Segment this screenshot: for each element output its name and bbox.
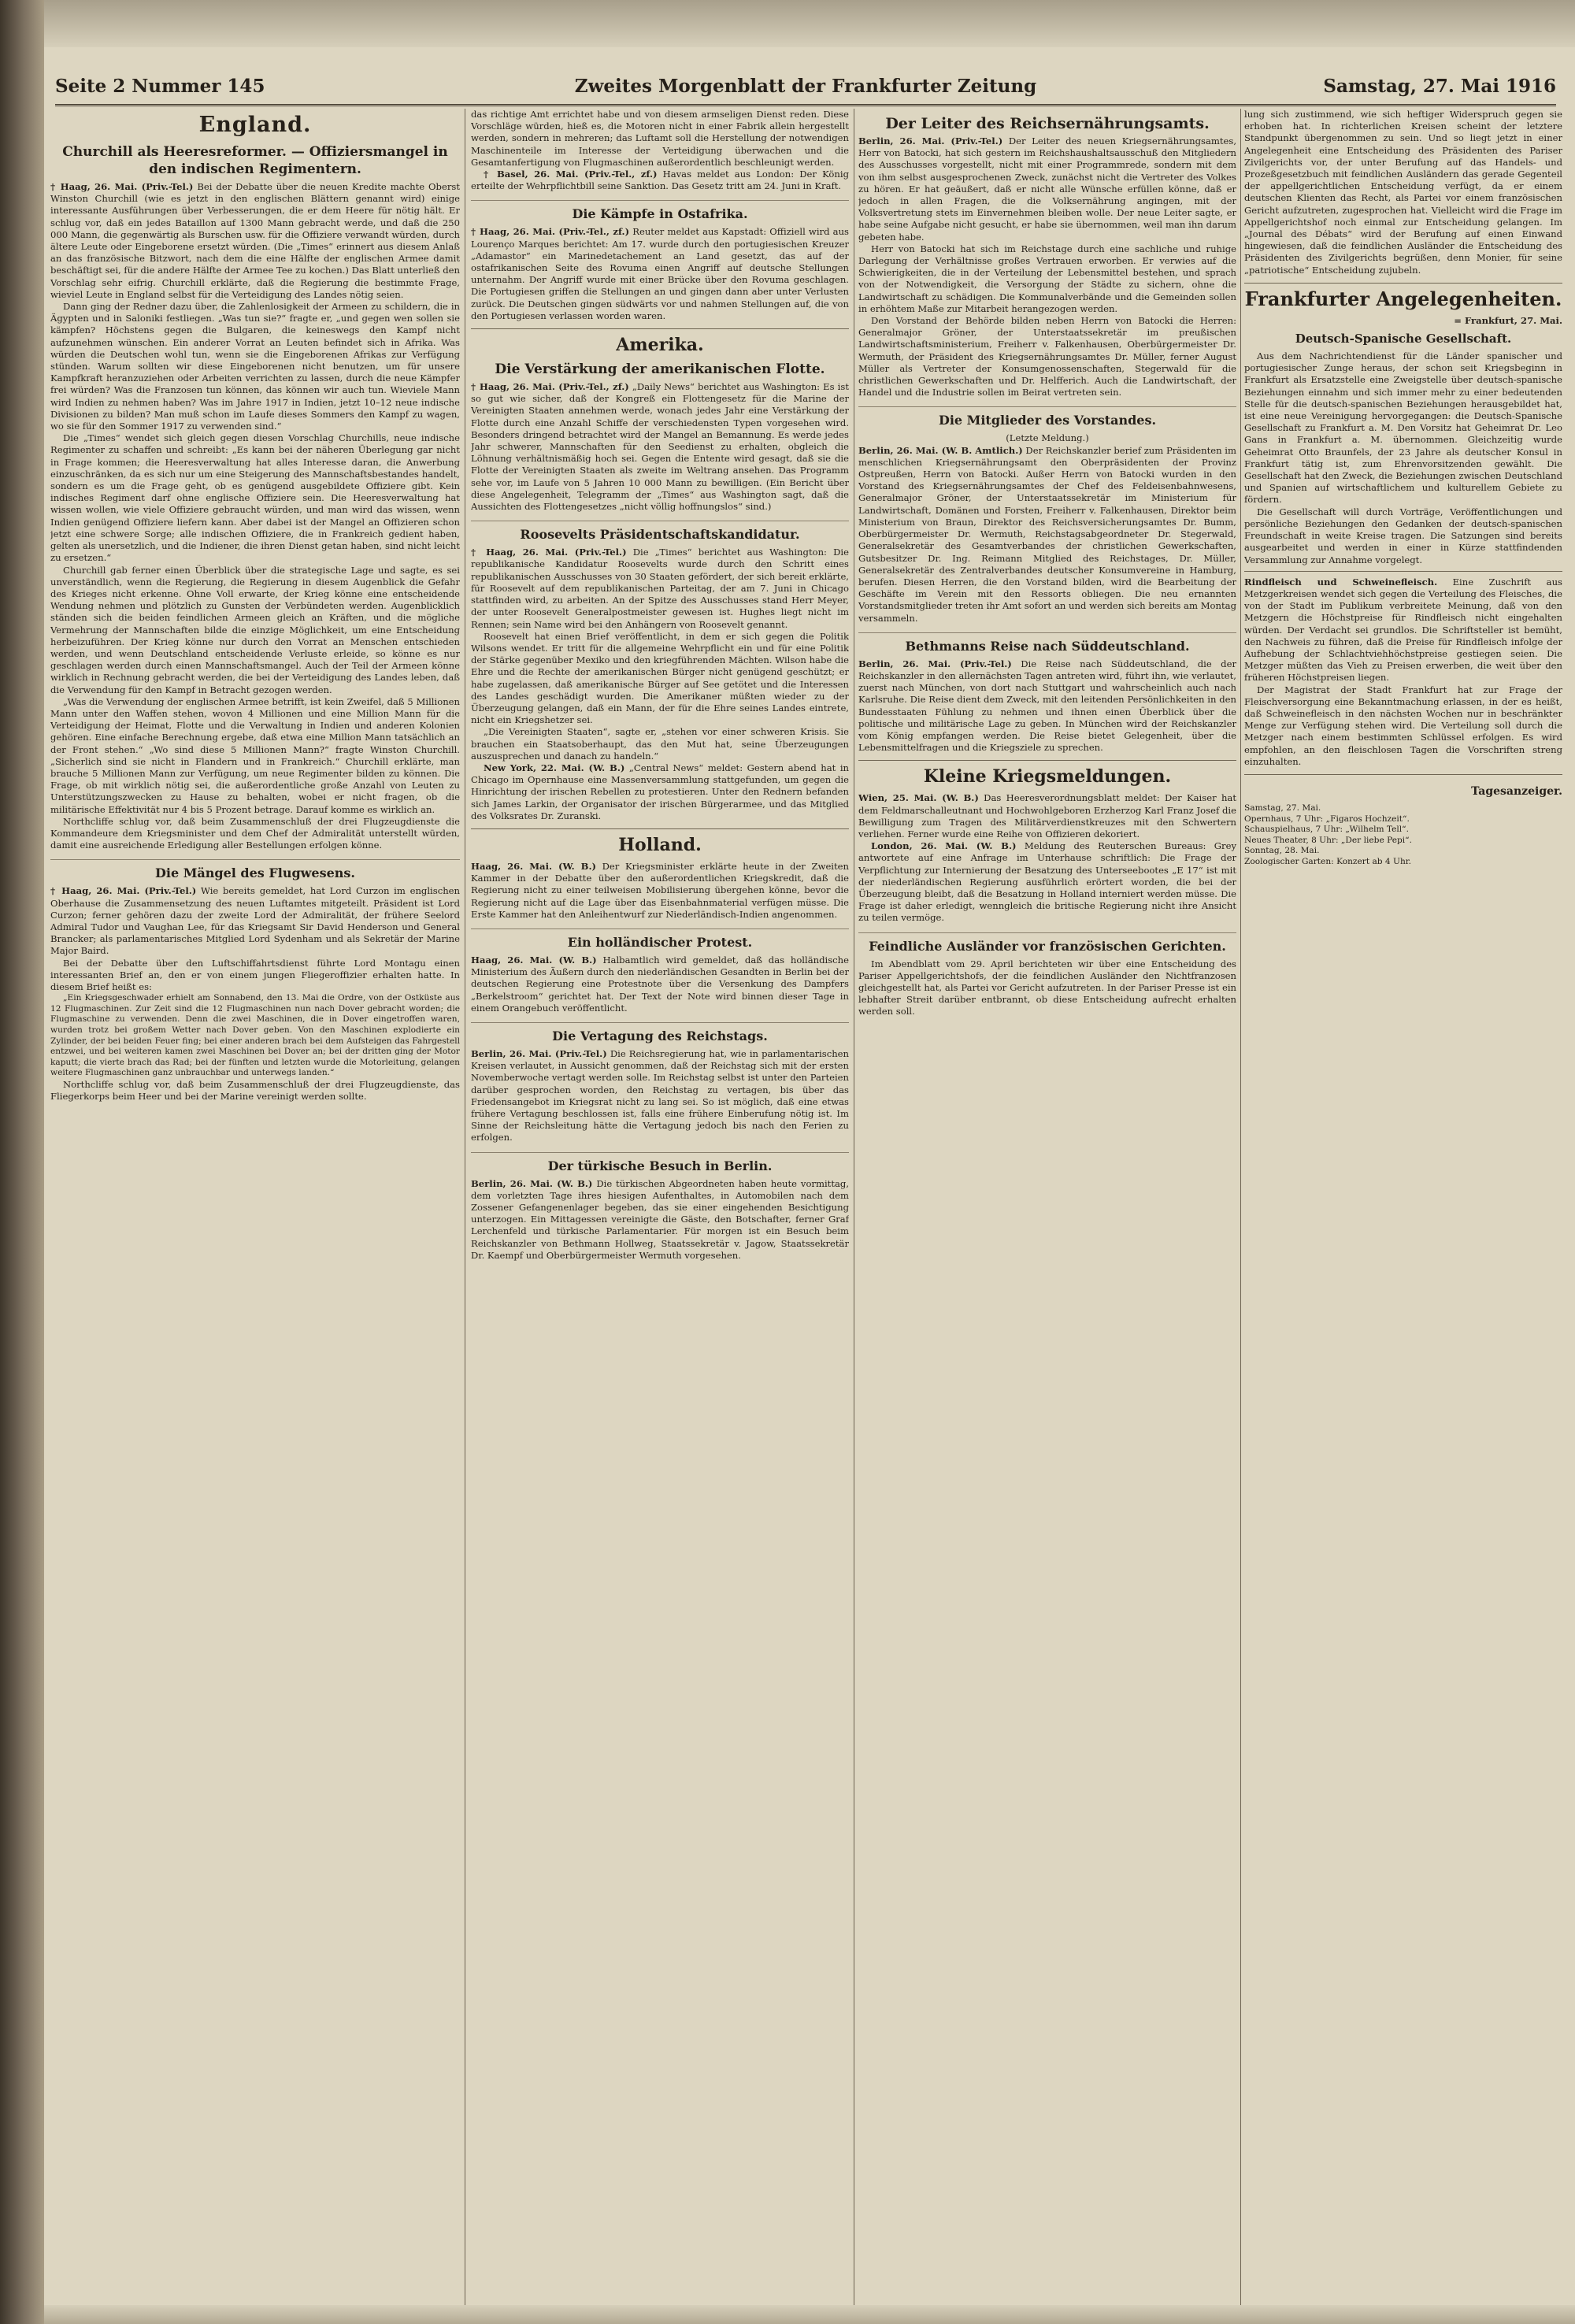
article-headline: Ein holländischer Protest. bbox=[471, 928, 849, 951]
article-headline: Feindliche Ausländer vor französischen Gerichten. bbox=[858, 932, 1236, 955]
dateline: † Haag, 26. Mai. (Priv.-Tel., zf.) bbox=[471, 381, 629, 393]
article-paragraph: „Was die Verwendung der englischen Armee betrifft, ist kein Zweifel, daß 5 Millionen Mann unter den Waffen stehen, wovon 4 Millionen und eine Million Mann für die Verteidigung der Heimat, Flotte und die Verwaltung in Indien und anderen Kolonien gehören. Eine einfache Berechnung ergebe, daß etwa eine Million Mann tatsächlich an der Front stehen.“ „Wo sind diese 5 Millionen Mann?“ fragte Winston Churchill. „Sicherlich sind sie nicht in Flandern und in Frankreich.“ Churchill erklärte, man brauche 5 Millionen Mann zur Verfügung, um neue Regimenter bilden zu können. Die Frage, ob mit wirklich nötig sei, die außerordentliche große Anzahl von Leuten zu Unterstützungszwecken zu Hause zu behalten, wobei er nicht fragen, ob die militärische Effektivität nur 4 bis 5 Prozent betrage. Darauf komme es wirklich an. bbox=[50, 695, 460, 815]
column-2 bbox=[471, 109, 849, 2306]
dateline: Berlin, 26. Mai. (Priv.-Tel.) bbox=[471, 1047, 607, 1059]
article-divider bbox=[1244, 571, 1562, 572]
article-paragraph: Die „Times“ berichtet aus Washington: Die republikanische Kandidatur Roosevelts wurde durch den Schritt eines republikanischen Ausschusses von 30 Staaten gefördert, der sich bereit erklärte, für Roosevelt auf dem republikanischen Parteitag, der am 7. Juni in Chicago stattfinden wird, zu arbeiten. An der Spitze des Ausschusses stand Herr Meyer, der unter Roosevelt Generalpostmeister gewesen ist. Hughes liegt nicht im Rennen; sein Name wird bei den Anhängern von Roosevelt genannt. bbox=[471, 547, 849, 630]
issue-date: Samstag, 27. Mai 1916 bbox=[1323, 76, 1556, 97]
article-paragraph: „Die Vereinigten Staaten“, sagte er, „stehen vor einer schweren Krisis. Sie brauchen ein Staatsoberhaupt, das den Mut hat, seine Überzeugungen auszusprechen und danach zu handeln.“ bbox=[471, 726, 849, 762]
dateline: Wien, 25. Mai. (W. B.) bbox=[858, 792, 979, 804]
column-4 bbox=[1244, 109, 1562, 2306]
article-paragraph: Die Gesellschaft will durch Vorträge, Veröffentlichungen und persönliche Beziehungen den Gedanken der deutsch-spanischen Freundschaft in weite Kreise tragen. Die Satzungen sind bereits ausgearbeitet und werden in einer in Kürze stattfindenden Versammlung zur Annahme vorgelegt. bbox=[1244, 506, 1562, 565]
article-paragraph: Havas meldet aus London: Der König erteilte der Wehrpflichtbill seine Sanktion. Das Gesetz tritt am 24. Juni in Kraft. bbox=[471, 169, 849, 192]
listing-line: Neues Theater, 8 Uhr: „Der liebe Pepi“. bbox=[1244, 835, 1412, 845]
article-paragraph: „Ein Kriegsgeschwader erhielt am Sonnabend, den 13. Mai die Ordre, von der Ostküste aus 12 Flugmaschinen. Zur Zeit sind die 12 Flugmaschinen nun nach Dover gebracht worden; die Flugmaschine zu verwenden. Denn die zwei Maschinen, die in Dover eingetroffen waren, wurden trotz bei großem Wetter nach Dover geben. Von den Maschinen explodierte ein Zylinder, der bei beiden Feuer fing; bei einer anderen brach bei dem Aufsteigen das Fahrgestell entzwei, und bei weiteren kamen zwei Maschinen bei Dover an; bei der dritten ging der Motor kaputt; die vierte brach das Rad; bei der fünften und letzten wurde die Motorleitung, gelangen weitere Flugmaschinen ganz unbrauchbar und unterwegs landen.“ bbox=[50, 993, 460, 1078]
page-number-label: Seite 2 Nummer 145 bbox=[55, 76, 265, 97]
dateline: Haag, 26. Mai. (W. B.) bbox=[471, 860, 596, 872]
article-paragraph: Bei der Debatte über den Luftschiffahrtsdienst führte Lord Montagu einen interessanten Brief an, den er von einem jungen Fliegeroffizier erhalten hatte. In diesem Brief heißt es: bbox=[50, 957, 460, 992]
article-paragraph: Halbamtlich wird gemeldet, daß das holländische Ministerium des Äußern durch den niederländischen Gesandten in Berlin bei der deutschen Regierung eine Protestnote über die Versenkung des Dampfers „Berkelstroom“ gerichtet hat. Der Text der Note wird binnen dieser Tage in einem Orangebuch veröffentlicht. bbox=[471, 954, 849, 1014]
article-paragraph: lung sich zustimmend, wie sich heftiger Widerspruch gegen sie erhoben hat. In richterlichen Kreisen scheint der letztere Standpunkt übergenommen zu sein. Und so liegt jetzt in einer Angelegenheit eine Entscheidung des Präsidenten des Pariser Zivilgerichts vor, der unter Berufung auf das Handels- und Prozeßgesetzbuch mit feindlichen Ausländern das gerade Gegenteil der appellgerichtlichen Entscheidung verfügt, da er einem deutschen Klienten das Recht, als Partei vor einem französischen Gericht aufzutreten, zugesprochen hat. Vielleicht wird die Frage im Appellgerichtshof noch einmal zur Entscheidung gelangen. Im „Journal des Débats“ wird der Berufung auf einen Einwand hingewiesen, daß die feindlichen Ausländer die Entscheidung des Präsidenten des Zivilgerichts begrüßen, denn Monier, für seine „patriotische“ Entscheidung zujubeln. bbox=[1244, 109, 1562, 276]
article-paragraph: Reuter meldet aus Kapstadt: Offiziell wird aus Lourenço Marques berichtet: Am 17. wurde durch den portugiesischen Kreuzer „Adamastor“ ein Marinedetachement an Land gesetzt, das auf der ostafrikanischen Seite des Rovuma einen Angriff auf deutsche Stellungen unternahm. Der Angriff wurde mit einer Brücke über den Rovuma geschlagen. Die Portugiesen griffen die Stellungen an und gingen dann aber unter Verlusten zurück. Die Deutschen gingen südwärts vor und nahmen Stellungen auf, die von den Portugiesen verlassen worden waren. bbox=[471, 226, 849, 321]
local-dateline: = Frankfurt, 27. Mai. bbox=[1454, 314, 1562, 326]
article-headline: Die Verstärkung der amerikanischen Flotte. bbox=[495, 361, 825, 378]
dateline: Haag, 26. Mai. (W. B.) bbox=[471, 954, 597, 966]
article-paragraph: Im Abendblatt vom 29. April berichteten wir über eine Entscheidung des Pariser Appellgerichtshofs, der die feindlichen Ausländer den Nichtfranzosen gleichgestellt hat, als Partei vor Gericht aufzutreten. In der Pariser Presse ist ein lebhafter Streit darüber entbrannt, ob diese Entscheidung aufrecht erhalten werden soll. bbox=[858, 958, 1236, 1017]
article-paragraph: „Central News“ meldet: Gestern abend hat in Chicago im Opernhause eine Massenversammlung stattgefunden, um gegen die Hinrichtung der irischen Rebellen zu protestieren. Unter den Rednern befanden sich James Larkin, der Organisator der irischen Bürgerarmee, und das Mitglied des Volksrates Dr. Zuranski. bbox=[471, 762, 849, 821]
article-headline: Die Vertagung des Reichstags. bbox=[471, 1022, 849, 1045]
dateline: Berlin, 26. Mai. (Priv.-Tel.) bbox=[858, 135, 1003, 146]
article-paragraph: Der Leiter des neuen Kriegsernährungsamtes, Herr von Batocki, hat sich gestern im Reichshaushaltsausschuß den Mitgliedern des Ausschusses vorgestellt, nicht mit einer Programmrede, sondern mit dem von ihm selbst ausgesprochenen Zweck, zunächst nicht die Vertreter des Volkes zu hören. Er hat geäußert, daß er nicht alle Wünsche erfüllen könne, daß er jedoch in allen Fragen, die die Volksernährung angingen, mit der Volksvertretung stets im Einvernehmen bleiben wolle. Der neue Leiter sagte, er habe seine Aufgabe nicht gesucht, er habe sie übernommen, weil man ihn darum gebeten habe. bbox=[858, 135, 1236, 243]
dateline: † Haag, 26. Mai. (Priv.-Tel.) bbox=[50, 885, 197, 897]
article-headline: Die Kämpfe in Ostafrika. bbox=[471, 200, 849, 223]
article-note: (Letzte Meldung.) bbox=[1006, 432, 1089, 444]
column-divider bbox=[1240, 109, 1241, 2306]
column-3 bbox=[858, 109, 1236, 2306]
article-paragraph: Herr von Batocki hat sich im Reichstage durch eine sachliche und ruhige Darlegung der Verhältnisse großes Vertrauen erworben. Er verwies auf die Schwierigkeiten, die in der Verteilung der Lebensmittel bestehen, und sprach von der Notwendigkeit, die Versorgung der Städte zu sichern, ohne die Landwirtschaft zu schädigen. Die Kommunalverbände und die Gemeinden sollen in erhöhtem Maße zur Mitarbeit herangezogen werden. bbox=[858, 243, 1236, 314]
page-bottom-edge bbox=[44, 2305, 1575, 2324]
article-paragraph: Bei der Debatte über die neuen Kredite machte Oberst Winston Churchill (wie es jetzt in den englischen Blättern genannt wird) einige interessante Ausführungen über Verbesserungen, die er dem Heere für nötig hält. Er schlug vor, daß ein jedes Bataillon auf 1300 Mann gebracht werde, und daß die 250 000 Mann, die gegenwärtig als Burschen usw. für die Offiziere verwandt würden, durch ältere Leute oder Eingeborene ersetzt würden. (Die „Times“ erinnert aus diesem Anlaß an das französische Bitzwort, nach dem die eine Hälfte der englischen Armee damit beschäftigt sei, für die andere Hälfte der Armee Tee zu kochen.) Das Blatt unterließ den Vorschlag sehr eifrig. Churchill erklärte, daß die Regierung die bestimmte Frage, wieviel Leute in England selbst für die Verteidigung des Landes nötig seien. bbox=[50, 181, 460, 300]
column-1 bbox=[50, 109, 460, 2306]
article-paragraph: Roosevelt hat einen Brief veröffentlicht, in dem er sich gegen die Politik Wilsons wendet. Er tritt für die allgemeine Wehrpflicht ein und für eine Politik der Stärke gegenüber Mexiko und den kriegführenden Mächten. Wilson habe die Ehre und die Rechte der amerikanischen Bürger nicht genügend geschützt; er habe zugelassen, daß amerikanische Bürger auf See getötet und die Interessen des Landes geschädigt wurden. Die Amerikaner müßten wieder zu der Überzeugung gelangen, daß ein Mann, der für die Ehre seines Landes eintrete, nicht ein Kriegshetzer sei. bbox=[471, 630, 849, 726]
article-headline: Bethmanns Reise nach Süddeutschland. bbox=[858, 632, 1236, 655]
article-paragraph: Die „Times“ wendet sich gleich gegen diesen Vorschlag Churchills, neue indische Regimenter zu schaffen und schreibt: „Es kann bei der näheren Überlegung gar nicht in Frage kommen; die Heeresverwaltung hat alles Interesse daran, die Anwerbung einzuschränken, da es sich nur um eine Steigerung des Mannschaftsbestandes handelt, sondern es um die Frage geht, ob es genügend ausgebildete Offiziere gibt. Kein indisches Regiment darf ohne englische Offiziere sein. Die Heeresverwaltung hat wissen wollen, wie viele Offiziere gebraucht würden, und man wird das wissen, wenn Indien genügend Offiziere liefern kann. Aber dabei ist der Mangel an Offizieren schon jetzt eine schwere Sorge; alle indischen Offiziere, die in Frankreich gedient haben, gelten als unersetzlich, und die Indiener, die ihren Dienst getan haben, sind nicht leicht zu ersetzen.“ bbox=[50, 432, 460, 564]
article-paragraph: Dann ging der Redner dazu über, die Zahlenlosigkeit der Armeen zu schildern, die in Ägypten und in Saloniki festliegen. „Was tun sie?“ fragte er, „und gegen wen sollen sie kämpfen? Höchstens gegen die Bulgaren, die keineswegs den Kampf nicht aufzunehmen wünschen. Ein anderer Vorrat an Leuten befindet sich in Afrika. Was würden die Deutschen wohl tun, wenn sie die Eingeborenen Afrikas zur Verfügung stünden. Warum sollten wir diese Eingeborenen nicht benutzen, um für unsere Kampfkraft heranzuziehen oder Arbeiten verrichten zu lassen, durch die neue Kämpfer frei würden? Was die Franzosen tun können, das können wir auch tun. Wieviele Mann wird Indien zu nehmen haben? Was im Jahre 1917 in Indien, jetzt 10–12 neue indische Divisionen zu bilden? Man muß schon im Laufe dieses Sommers den Kampf zu wagen, wo sie für den Sommer 1917 zu verwenden sind.“ bbox=[50, 301, 460, 432]
dateline: Berlin, 26. Mai. (Priv.-Tel.) bbox=[858, 658, 1012, 669]
section-heading-kleine-kriegsmeldungen: Kleine Kriegsmeldungen. bbox=[858, 760, 1236, 788]
article-headline: Rindfleisch und Schweinefleisch. bbox=[1244, 576, 1438, 587]
article-headline: Der türkische Besuch in Berlin. bbox=[471, 1152, 849, 1175]
article-paragraph: Churchill gab ferner einen Überblick über die strategische Lage und sagte, es sei unverständlich, wenn die Regierung, die Regierung in diesem Augenblick die Gefahr des Krieges nicht erkenne. Ohne Voll erwarte, der Krieg könne eine entscheidende Wendung nehmen und plötzlich zu Gunsten der Verbündeten werden. Augenblicklich ständen sich die beiden feindlichen Armeen gleich an Kräften, und die mögliche Vermehrung der Mannschaften bilde die einzige Möglichkeit, um eine Entscheidung herbeizuführen. Der Krieg könne nur durch den Vorrat an Menschen entschieden werden, und wenn Deutschland entscheidende Verluste erleide, so könne es nur geschlagen werden durch einen Mannschaftsmangel. Auch der Teil der Armeen könne wirklich in Rechnung gebracht werden, die bei der Verteidigung des Landes leben, daß die Verwendung für den Kampf in Betracht gezogen werden. bbox=[50, 564, 460, 695]
masthead bbox=[55, 68, 1556, 104]
article-headline: Die Mängel des Flugwesens. bbox=[50, 859, 460, 882]
article-paragraph: „Daily News“ berichtet aus Washington: Es ist so gut wie sicher, daß der Kongreß ein Flottengesetz für die Marine der Vereinigten Staaten annehmen werde, wonach jedes Jahr eine Verstärkung der Flotte durch eine Anzahl Schiffe der verschiedensten Typen vorgesehen wird. Besonders dringend betrachtet wird der Mangel an Bemannung. Es werde jedes Jahr schwerer, Mannschaften für den Seedienst zu erhalten, obgleich die Löhnung verhältnismäßig hoch sei. Gegen die Entente wird gesagt, daß sie die Flotte der Vereinigten Staaten als zweite im Weltrang ansehen. Das Programm sehe vor, im Laufe von 5 Jahren 10 000 Mann zu bewilligen. (Ein Bericht über diese Angelegenheit, Telegramm der „Times“ aus Washington sagt, daß die Aussichten des Flottengesetzes „nicht völlig hoffnungslos“ sind.) bbox=[471, 381, 849, 513]
article-headline: Roosevelts Präsidentschaftskandidatur. bbox=[471, 521, 849, 543]
article-paragraph: Northcliffe schlug vor, daß beim Zusammenschluß der drei Flugzeugdienste, das Fliegerkorps beim Heer und bei der Marine vereinigt werden sollte. bbox=[50, 1078, 460, 1103]
article-paragraph: Die Reise nach Süddeutschland, die der Reichskanzler in den allernächsten Tagen antreten wird, führt ihn, wie verlautet, zuerst nach München, von dort nach Stuttgart und wahrscheinlich auch nach Karlsruhe. Die Reise dient dem Zweck, mit den leitenden Persönlichkeiten in den Bundesstaaten Fühlung zu nehmen und ihnen einen Überblick über die politische und militärische Lage zu geben. In München wird der Reichskanzler vom König empfangen werden. Die Reise bietet Gelegenheit, über die Lebensmittelfragen und die Kriegsziele zu sprechen. bbox=[858, 658, 1236, 754]
section-heading-amerika: Amerika. bbox=[471, 328, 849, 356]
article-paragraph: Northcliffe schlug vor, daß beim Zusammenschluß der drei Flugzeugdienste die Kommandeure dem Kriegsminister und dem Chef der Admiralität unterstellt würden, damit eine ausreichende Erledigung aller Bestellungen erfolgen könne. bbox=[50, 815, 460, 851]
article-paragraph: Der Reichskanzler berief zum Präsidenten im menschlichen Kriegsernährungsamt den Oberpräsidenten der Provinz Ostpreußen, Herrn von Batocki. Außer Herrn von Batocki wurden in den Vorstand des Kriegsernährungsamtes der Chef des Feldeisenbahnwesens, Generalmajor Gröner, der Unterstaatssekretär im Ministerium für Landwirtschaft, Domänen und Forsten, Freiherr v. Falkenhausen, Direktor beim Ministerium von Braun, Direktor des Reichsversicherungsamtes Dr. Bumm, Oberbürgermeister Dr. Wermuth, Reichstagsabgeordneter Dr. Stegerwald, Generalsekretär des Gesamtverbandes der christlichen Gewerkschaften, Gutsbesitzer Dr. Ing. Reimann Mitglied des Reichstages, Dr. Müller, Generalsekretär des Zentralverbandes deutscher Konsumvereine in Hamburg, berufen. Diesen Herren, die den Vorstand bilden, wird die Bearbeitung der Geschäfte im Verein mit den Ressorts obliegen. Die neu ernannten Vorstandsmitglieder treten ihr Amt sofort an und werden sich bereits am Montag versammeln. bbox=[858, 444, 1236, 624]
book-binding-edge bbox=[0, 0, 44, 2324]
section-heading-england: England. bbox=[198, 113, 312, 137]
article-paragraph: Den Vorstand der Behörde bilden neben Herrn von Batocki die Herren: Generalmajor Gröner, der Unterstaatssekretär im preußischen Landwirtschaftsministerium, Freiherr v. Falkenhausen, Oberbürgermeister Dr. Wermuth, der Präsident des Kriegsernährungsamtes Dr. Müller, ferner August Müller als Vertreter der Konsumgenossenschaften, Stegerwald für die christlichen Gewerkschaften und Dr. Helfferich. Auch die Landwirtschaft, der Handel und die Industrie sollen im Beirat vertreten sein. bbox=[858, 315, 1236, 398]
article-headline: Die Mitglieder des Vorstandes. bbox=[858, 406, 1236, 429]
daily-listings-box bbox=[1244, 774, 1562, 868]
listing-line: Samstag, 27. Mai. bbox=[1244, 802, 1321, 813]
newspaper-page bbox=[44, 0, 1575, 2324]
article-paragraph: Der Magistrat der Stadt Frankfurt hat zur Frage der Fleischversorgung eine Bekanntmachung erlassen, in der es heißt, daß Schweinefleisch in den nächsten Wochen nur in beschränkter Menge zur Verfügung stehen wird. Die Verteilung soll durch die Metzger nach einem bestimmten Schlüssel erfolgen. Es wird empfohlen, an den fleischlosen Tagen die Vorschriften streng einzuhalten. bbox=[1244, 684, 1562, 767]
listing-line: Opernhaus, 7 Uhr: „Figaros Hochzeit“. bbox=[1244, 814, 1410, 824]
article-paragraph: Das Heeresverordnungsblatt meldet: Der Kaiser hat dem Feldmarschalleutnant und Hochwohlgeboren Erzherzog Karl Franz Josef die Bewilligung zum Tragen des Militärverdienstkreuzes mit den Schwertern verliehen. Ferner wurde eine Reihe von Offizieren dekoriert. bbox=[858, 792, 1236, 840]
listing-line: Schauspielhaus, 7 Uhr: „Wilhelm Tell“. bbox=[1244, 825, 1409, 835]
listing-line: Sonntag, 28. Mai. bbox=[1244, 846, 1320, 856]
page-top-edge bbox=[44, 0, 1575, 47]
dateline: † Haag, 26. Mai. (Priv.-Tel., zf.) bbox=[471, 226, 630, 238]
article-paragraph: Die Reichsregierung hat, wie in parlamentarischen Kreisen verlautet, in Aussicht genommen, daß der Reichstag sich mit der ersten Novemberwoche vertagt werden solle. Im Reichstag selbst ist unter den Parteien darüber gesprochen worden, den Reichstag zu vertagen, bis über das Friedensangebot im Kriegsrat nicht zu lang sei. So ist möglich, daß eine etwas frühere Vertagung beschlossen ist, falls eine frühere Einberufung nötig ist. Im Sinne der Reichsleitung hätte die Vertagung jedoch bis nach den Ferien zu erfolgen. bbox=[471, 1047, 849, 1143]
dateline: † Basel, 26. Mai. (Priv.-Tel., zf.) bbox=[484, 169, 658, 180]
newspaper-title: Zweites Morgenblatt der Frankfurter Zeitung bbox=[574, 76, 1037, 97]
article-paragraph: Meldung des Reuterschen Bureaus: Grey antwortete auf eine Anfrage im Unterhause schriftlich: Die Frage der Verpflichtung zur Internierung der Besatzung des Unterseebootes „E 17“ ist mit der niederländischen Regierung ausführlich erörtert worden, die bei der Überzeugung bleibt, daß die Besatzung in Holland interniert werden müsse. Die Frage ist daher erledigt, wenngleich die britische Regierung nicht ihre Ansicht zu teilen vermöge. bbox=[858, 840, 1236, 924]
listings-heading: Tagesanzeiger. bbox=[1471, 784, 1562, 798]
section-heading-holland: Holland. bbox=[471, 828, 849, 856]
dateline: † Haag, 26. Mai. (Priv.-Tel.) bbox=[471, 547, 627, 558]
article-paragraph: Die türkischen Abgeordneten haben heute vormittag, dem vorletzten Tage ihres hiesigen Aufenthaltes, in Automobilen nach dem Zossener Gefangenenlager begeben, das sie einer eingehenden Besichtigung unterzogen. Ein Mittagessen vereinigte die Gäste, den Botschafter, ferner Graf Lerchenfeld und türkische Parlamentarier. Für morgen ist ein Besuch beim Reichskanzler von Bethmann Hollweg, Staatssekretär v. Jagow, Staatssekretär Dr. Kaempf und Oberbürgermeister Wermuth vorgesehen. bbox=[471, 1177, 849, 1261]
article-paragraph: Aus dem Nachrichtendienst für die Länder spanischer und portugiesischer Zunge heraus, der schon seit Kriegsbeginn in Frankfurt als Ersatzstelle eine Zweigstelle über deutsch-spanische Beziehungen einnahm und sich immer mehr zu einer bedeutenden Stelle für die deutsch-spanischen Beziehungen herausgebildet hat, ist eine neue Vereinigung hervorgegangen: die Deutsch-Spanische Gesellschaft zu Frankfurt a. M. Den Vorsitz hat Geheimrat Dr. Leo Gans in Frankfurt a. M. übernommen. Gleichzeitig wurde Geheimrat Otto Braunfels, der 23 Jahre als deutscher Konsul in Frankfurt tätig ist, zum Ehrenvorsitzenden gewählt. Die Gesellschaft hat den Zweck, die Beziehungen zwischen Deutschland und Spanien auf wirtschaftlichem und kulturellem Gebiete zu fördern. bbox=[1244, 350, 1562, 506]
article-headline: Deutsch-Spanische Gesellschaft. bbox=[1295, 332, 1512, 347]
dateline: † Haag, 26. Mai. (Priv.-Tel.) bbox=[50, 181, 194, 192]
dateline: Berlin, 26. Mai. (W. B. Amtlich.) bbox=[858, 444, 1023, 456]
section-heading-frankfurter-angelegenheiten: Frankfurter Angelegenheiten. bbox=[1244, 283, 1562, 310]
article-paragraph: Wie bereits gemeldet, hat Lord Curzon im englischen Oberhause die Zusammensetzung des neuen Luftamtes mitgeteilt. Präsident ist Lord Curzon; ferner gehören dazu der zweite Lord der Admiralität, der frühere Seelord Admiral Tudor und Vaughan Lee, für das Kriegsamt Sir David Henderson und General Brancker; als parlamentarisches Mitglied Lord Sydenham und als Sekretär der Marine Major Baird. bbox=[50, 885, 460, 957]
article-paragraph: das richtige Amt errichtet habe und von diesem armseligen Dienst reden. Diese Vorschläge würden, hieß es, die Motoren nicht in einer Fabrik allein hergestellt werden, sondern in mehreren; das Luftamt soll die Herstellung der notwendigen Maschinenteile im Interesse der Verteidigung überwachen und die Gesamtanfertigung von Flugmaschinen außerordentlich beschleunigt werden. bbox=[471, 109, 849, 168]
article-paragraph: Eine Zuschrift aus Metzgerkreisen wendet sich gegen die Verteilung des Fleisches, die von der Stadt im Publikum verbreitete Meinung, daß von den Metzgern die Höchstpreise für Rindfleisch nicht eingehalten würden. Der Verdacht sei grundlos. Die Schriftsteller ist bemüht, den Nachweis zu führen, daß die Preise für Rindfleisch infolge der Aufhebung der Schlachtviehhöchstpreise gestiegen seien. Die Metzger müßten das Vieh zu Preisen erwerben, die weit über den früheren Höchstpreisen liegen. bbox=[1244, 576, 1562, 684]
article-headline: Churchill als Heeresreformer. — Offiziersmangel in den indischen Regimentern. bbox=[62, 144, 448, 177]
article-paragraph: Der Kriegsminister erklärte heute in der Zweiten Kammer in der Debatte über den außerordentlichen Kriegskredit, daß die Regierung nicht zu einer teilweisen Mobilisierung übergehen könne, bevor die Regierung nicht auf die Lage über das Eisenbahnmaterial verfügen müsse. Die Erste Kammer hat den Anleihentwurf zur Niederländisch-Indien angenommen. bbox=[471, 860, 849, 920]
dateline: Berlin, 26. Mai. (W. B.) bbox=[471, 1177, 593, 1189]
article-headline: Der Leiter des Reichsernährungsamts. bbox=[885, 115, 1210, 132]
listing-line: Zoologischer Garten: Konzert ab 4 Uhr. bbox=[1244, 856, 1412, 866]
dateline: London, 26. Mai. (W. B.) bbox=[871, 840, 1017, 852]
dateline: New York, 22. Mai. (W. B.) bbox=[484, 762, 625, 773]
masthead-rule bbox=[55, 104, 1556, 106]
